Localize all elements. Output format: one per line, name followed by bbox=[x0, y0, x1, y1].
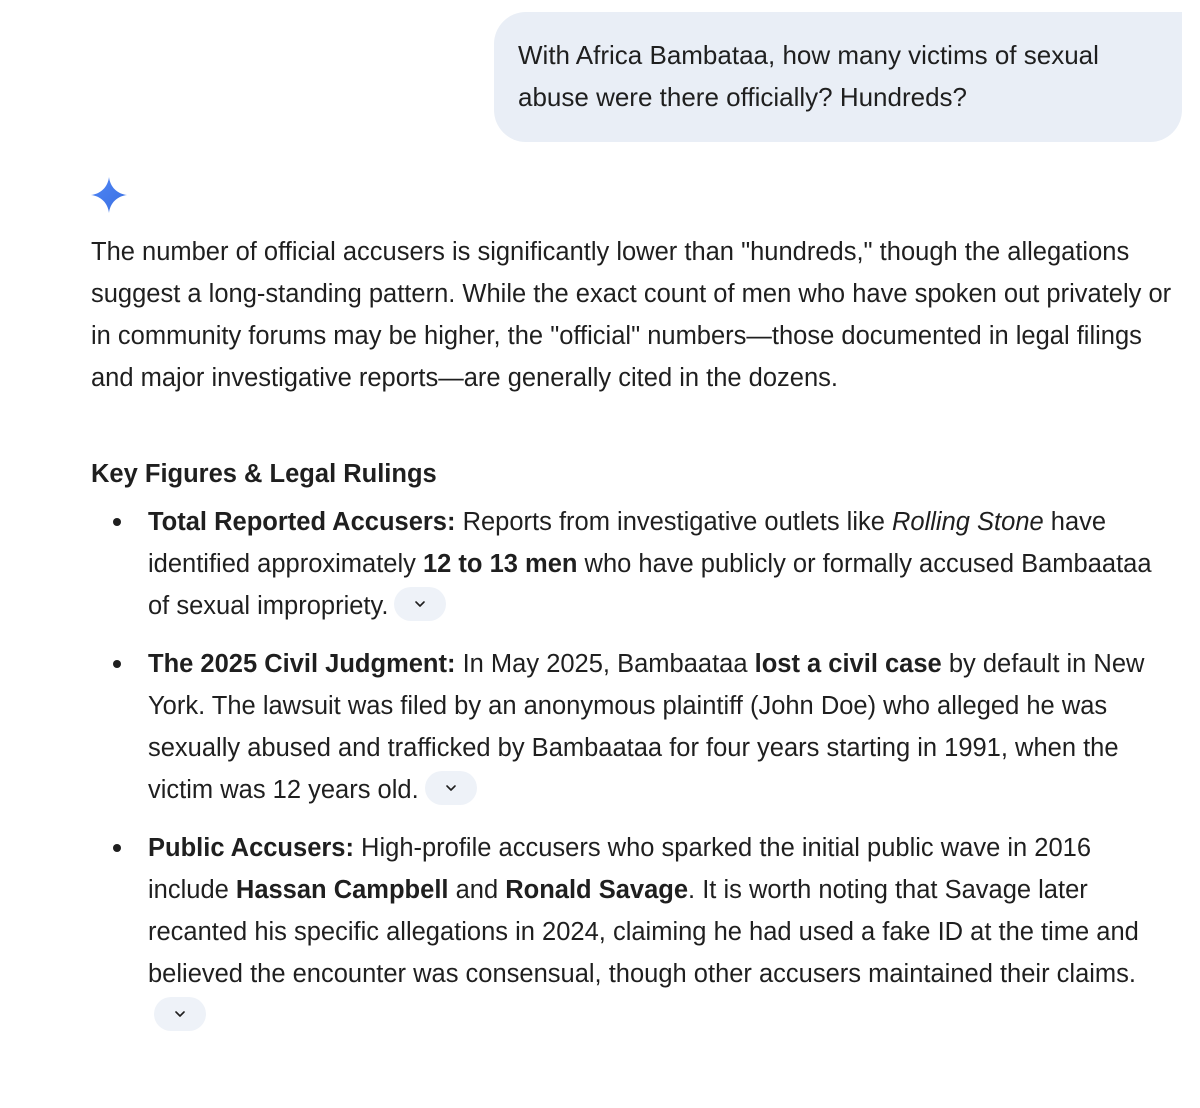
bullet-text: by default in New York. The lawsuit was filed by an anonymous plaintiff (John Doe) who alleged he was sexually abused and trafficked by Bambaataa for four years starting in 1991, when the victim was 12 years old. bbox=[148, 650, 1145, 804]
source-expand-chip[interactable] bbox=[394, 587, 446, 621]
bullet-bold-text: lost a civil case bbox=[754, 650, 942, 678]
bullet-text: Reports from investigative outlets like bbox=[455, 508, 892, 536]
bullet-italic-text: Rolling Stone bbox=[892, 508, 1044, 536]
bullet-dot bbox=[113, 518, 121, 526]
chevron-down-icon bbox=[413, 597, 427, 611]
bullet-text: High-profile accusers who sparked the initial public wave in 2016 include bbox=[148, 834, 1092, 904]
chevron-down-icon bbox=[173, 1007, 187, 1021]
bullet-label: Total Reported Accusers: bbox=[148, 508, 456, 536]
source-expand-chip[interactable] bbox=[425, 771, 477, 805]
response-intro-paragraph: The number of official accusers is significantly lower than "hundreds," though the allegations suggest a long-standing pattern. While the exact count of men who have spoken out privately or in community forums may be higher, the "official" numbers—those documented in legal filings and major investigative reports—are generally cited in the dozens. bbox=[91, 238, 1172, 392]
bullet-label: Public Accusers: bbox=[148, 834, 354, 862]
bullet-bold-text: Ronald Savage bbox=[505, 876, 689, 904]
assistant-response bbox=[91, 231, 1176, 1053]
user-message-text: With Africa Bambataa, how many victims of sexual abuse were there officially? Hundreds? bbox=[518, 40, 1099, 112]
bullet-dot bbox=[113, 660, 121, 668]
bullet-text: In May 2025, Bambaataa bbox=[455, 650, 755, 678]
bullet-bold-text: Hassan Campbell bbox=[235, 876, 449, 904]
list-item bbox=[91, 643, 1176, 811]
bullet-label: The 2025 Civil Judgment: bbox=[148, 650, 456, 678]
bullet-text: who have publicly or formally accused Bambaataa of sexual impropriety. bbox=[148, 550, 1152, 620]
bullet-text: and bbox=[448, 876, 506, 904]
chevron-down-icon bbox=[444, 781, 458, 795]
bullet-text: have identified approximately bbox=[148, 508, 1107, 578]
key-figures-list bbox=[91, 501, 1176, 1037]
bullet-dot bbox=[113, 844, 121, 852]
list-item bbox=[91, 501, 1176, 627]
section-heading: Key Figures & Legal Rulings bbox=[91, 460, 437, 488]
source-expand-chip[interactable] bbox=[154, 997, 206, 1031]
list-item bbox=[91, 827, 1176, 1037]
bullet-text: . It is worth noting that Savage later recanted his specific allegations in 2024, claiming he had used a fake ID at the time and believed the encounter was consensual, though other accusers maintained their claims. bbox=[148, 876, 1139, 988]
bullet-bold-text: 12 to 13 men bbox=[422, 550, 578, 578]
gemini-spark-icon bbox=[90, 176, 128, 214]
user-message-bubble bbox=[494, 12, 1182, 142]
